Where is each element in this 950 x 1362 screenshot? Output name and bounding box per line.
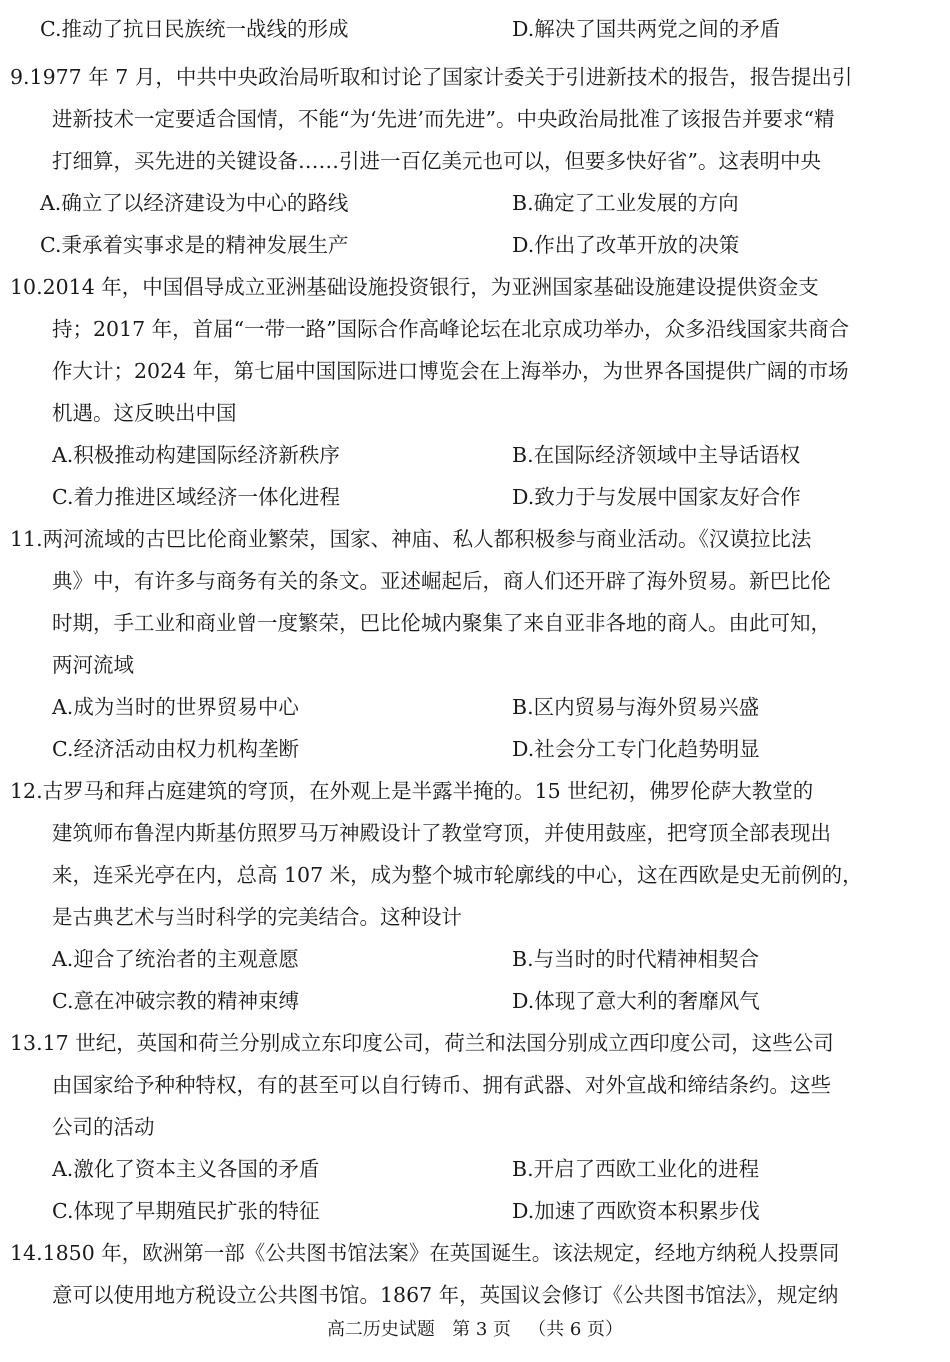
q12-option-a: A.迎合了统治者的主观意愿 [52,947,299,971]
q9-option-c: C.秉承着实事求是的精神发展生产 [40,233,349,257]
page-footer: 高二历史试题 第 3 页 （共 6 页） [326,1319,624,1340]
q13-option-c: C.体现了早期殖民扩张的特征 [52,1199,320,1223]
q14-stem-line-2: 意可以使用地方税设立公共图书馆。1867 年，英国议会修订《公共图书馆法》，规定纳 [52,1283,839,1307]
q13-stem-line-3: 公司的活动 [52,1115,155,1139]
q9-stem-line-3: 打细算，买先进的关键设备……引进一百亿美元也可以，但要多快好省”。这表明中央 [52,149,821,173]
q9-option-d: D.作出了改革开放的决策 [512,233,740,257]
q12-stem-line-2: 建筑师布鲁涅内斯基仿照罗马万神殿设计了教堂穹顶，并使用鼓座，把穹顶全部表现出 [52,821,831,845]
q9-option-a: A.确立了以经济建设为中心的路线 [40,191,349,215]
q10-stem-line-1: 10.2014 年，中国倡导成立亚洲基础设施投资银行，为亚洲国家基础设施建设提供资金支 [10,275,819,299]
q11-option-d: D.社会分工专门化趋势明显 [512,737,760,761]
q10-stem-line-4: 机遇。这反映出中国 [52,401,237,425]
q12-option-c: C.意在冲破宗教的精神束缚 [52,989,299,1013]
q11-stem-line-1: 11.两河流域的古巴比伦商业繁荣，国家、神庙、私人都积极参与商业活动。《汉谟拉比法 [10,527,812,551]
q8-option-c: C.推动了抗日民族统一战线的形成 [40,17,349,41]
q13-stem-line-2: 由国家给予种种特权，有的甚至可以自行铸币、拥有武器、对外宣战和缔结条约。这些 [52,1073,831,1097]
q12-stem-line-3: 来，连采光亭在内，总高 107 米，成为整个城市轮廓线的中心，这在西欧是史无前例的， [52,863,863,887]
q11-stem-line-4: 两河流域 [52,653,134,677]
q11-stem-line-3: 时期，手工业和商业曾一度繁荣，巴比伦城内聚集了来自亚非各地的商人。由此可知， [52,611,831,635]
q12-stem-line-4: 是古典艺术与当时科学的完美结合。这种设计 [52,905,462,929]
q12-option-b: B.与当时的时代精神相契合 [512,947,760,971]
q11-option-c: C.经济活动由权力机构垄断 [52,737,299,761]
q11-stem-line-2: 典》中，有许多与商务有关的条文。亚述崛起后，商人们还开辟了海外贸易。新巴比伦 [52,569,831,593]
q12-stem-line-1: 12.古罗马和拜占庭建筑的穹顶，在外观上是半露半掩的。15 世纪初，佛罗伦萨大教堂的 [10,779,814,803]
q12-option-d: D.体现了意大利的奢靡风气 [512,989,760,1013]
q10-option-b: B.在国际经济领域中主导话语权 [512,443,801,467]
q13-option-a: A.激化了资本主义各国的矛盾 [52,1157,320,1181]
q14-stem-line-1: 14.1850 年，欧洲第一部《公共图书馆法案》在英国诞生。该法规定，经地方纳税人投票同 [10,1241,840,1265]
q13-stem-line-1: 13.17 世纪，英国和荷兰分别成立东印度公司，荷兰和法国分别成立西印度公司，这些公司 [10,1031,834,1055]
q11-option-a: A.成为当时的世界贸易中心 [52,695,299,719]
q8-option-d: D.解决了国共两党之间的矛盾 [512,17,781,41]
q9-stem-line-1: 9.1977 年 7 月，中共中央政治局听取和讨论了国家计委关于引进新技术的报告，报告提出引 [10,65,853,89]
q10-stem-line-3: 作大计；2024 年，第七届中国国际进口博览会在上海举办，为世界各国提供广阔的市场 [52,359,849,383]
q11-option-b: B.区内贸易与海外贸易兴盛 [512,695,760,719]
q10-option-a: A.积极推动构建国际经济新秩序 [52,443,340,467]
q10-option-c: C.着力推进区域经济一体化进程 [52,485,340,509]
q10-stem-line-2: 持；2017 年，首届“一带一路”国际合作高峰论坛在北京成功举办，众多沿线国家共商合 [52,317,850,341]
q9-option-b: B.确定了工业发展的方向 [512,191,739,215]
q13-option-d: D.加速了西欧资本积累步伐 [512,1199,760,1223]
q13-option-b: B.开启了西欧工业化的进程 [512,1157,760,1181]
q10-option-d: D.致力于与发展中国家友好合作 [512,485,801,509]
q9-stem-line-2: 进新技术一定要适合国情，不能“为‘先进’而先进”。中央政治局批准了该报告并要求“精 [52,107,835,131]
